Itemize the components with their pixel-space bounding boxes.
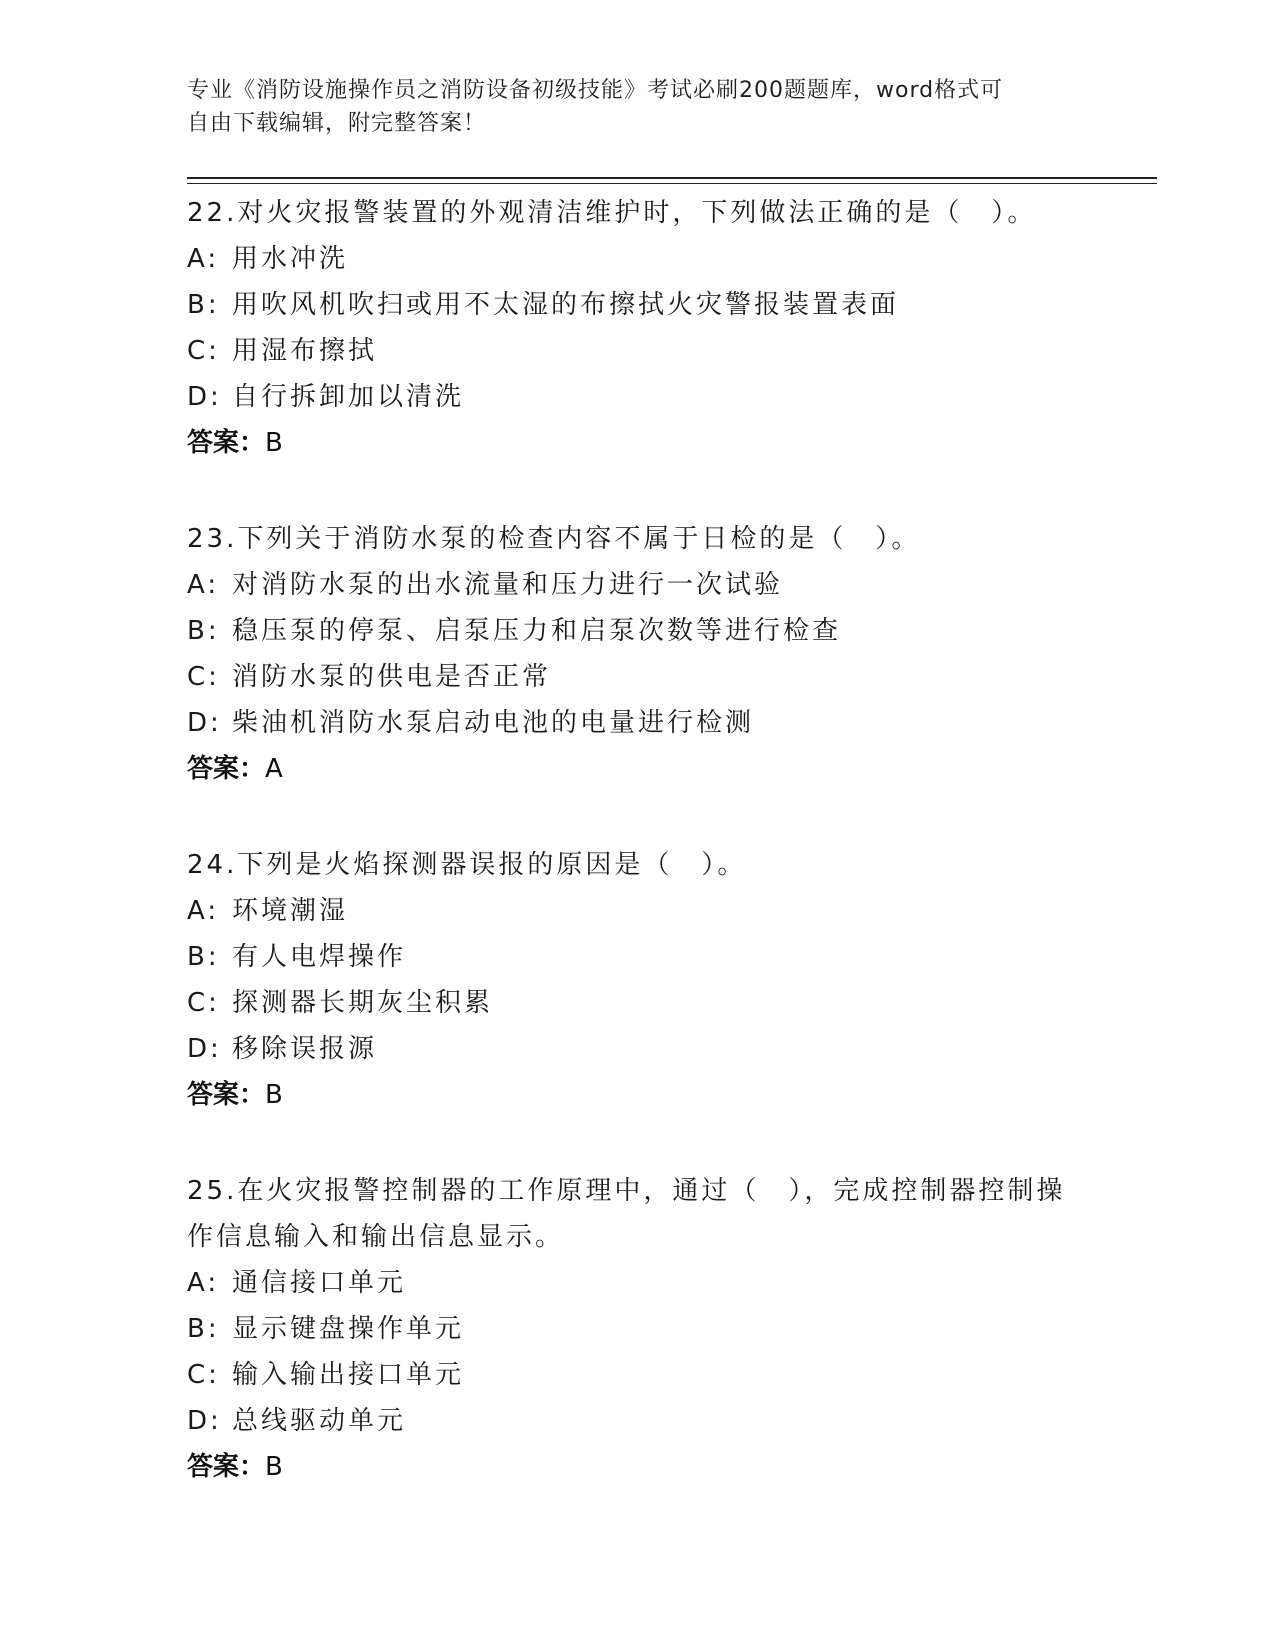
answer bbox=[187, 746, 1087, 792]
option-text: 对消防水泵的出水流量和压力进行一次试验 bbox=[232, 570, 784, 600]
answer bbox=[187, 1072, 1087, 1118]
question-stem bbox=[187, 516, 1087, 562]
option-key: C: bbox=[187, 988, 220, 1018]
answer-label: 答案： bbox=[187, 754, 266, 784]
option-text: 用吹风机吹扫或用不太湿的布擦拭火灾警报装置表面 bbox=[232, 290, 900, 320]
header-line-2: 自由下载编辑，附完整答案！ bbox=[187, 111, 487, 136]
question-25 bbox=[187, 1168, 1087, 1490]
answer bbox=[187, 1444, 1087, 1490]
option-text: 通信接口单元 bbox=[232, 1268, 407, 1298]
option-key: A: bbox=[187, 896, 220, 926]
option-key: A: bbox=[187, 570, 220, 600]
option-key: D: bbox=[187, 1034, 222, 1064]
option-text: 用湿布擦拭 bbox=[232, 336, 378, 366]
option-text: 有人电焊操作 bbox=[232, 942, 407, 972]
option-key: D: bbox=[187, 708, 222, 738]
question-stem-line: 24.下列是火焰探测器误报的原因是（ ）。 bbox=[187, 850, 747, 880]
option-a bbox=[187, 562, 1087, 608]
answer-value: B bbox=[265, 428, 283, 458]
option-text: 柴油机消防水泵启动电池的电量进行检测 bbox=[232, 708, 755, 738]
option-key: D: bbox=[187, 382, 222, 412]
option-d bbox=[187, 374, 1087, 420]
option-d bbox=[187, 1026, 1087, 1072]
option-c bbox=[187, 980, 1087, 1026]
option-c bbox=[187, 1352, 1087, 1398]
question-stem-line: 作信息输入和输出信息显示。 bbox=[187, 1222, 565, 1252]
option-text: 消防水泵的供电是否正常 bbox=[232, 662, 552, 692]
option-b bbox=[187, 608, 1087, 654]
option-key: B: bbox=[187, 616, 220, 646]
option-key: C: bbox=[187, 1360, 220, 1390]
answer-label: 答案： bbox=[187, 1452, 266, 1482]
answer-value: B bbox=[265, 1080, 283, 1110]
option-a bbox=[187, 1260, 1087, 1306]
option-text: 用水冲洗 bbox=[232, 244, 349, 274]
question-stem-line: 25.在火灾报警控制器的工作原理中，通过（ ），完成控制器控制操 bbox=[187, 1176, 1066, 1206]
question-24 bbox=[187, 842, 1087, 1118]
option-text: 输入输出接口单元 bbox=[232, 1360, 465, 1390]
option-a bbox=[187, 888, 1087, 934]
question-stem bbox=[187, 842, 1087, 888]
option-text: 稳压泵的停泵、启泵压力和启泵次数等进行检查 bbox=[232, 616, 842, 646]
option-text: 探测器长期灰尘积累 bbox=[232, 988, 494, 1018]
answer bbox=[187, 420, 1087, 466]
option-b bbox=[187, 934, 1087, 980]
option-key: A: bbox=[187, 1268, 220, 1298]
header-divider-thick bbox=[187, 177, 1157, 179]
answer-value: A bbox=[265, 754, 283, 784]
option-a bbox=[187, 236, 1087, 282]
option-text: 移除误报源 bbox=[232, 1034, 378, 1064]
option-key: B: bbox=[187, 942, 220, 972]
document-header bbox=[187, 74, 1077, 140]
option-b bbox=[187, 1306, 1087, 1352]
question-stem-line: 22.对火灾报警装置的外观清洁维护时，下列做法正确的是（ ）。 bbox=[187, 198, 1037, 228]
question-23 bbox=[187, 516, 1087, 792]
answer-label: 答案： bbox=[187, 1080, 266, 1110]
question-list bbox=[187, 190, 1087, 1540]
header-divider-thin bbox=[187, 183, 1157, 184]
option-text: 自行拆卸加以清洗 bbox=[232, 382, 465, 412]
option-c bbox=[187, 654, 1087, 700]
option-key: C: bbox=[187, 662, 220, 692]
option-text: 显示键盘操作单元 bbox=[232, 1314, 465, 1344]
option-text: 总线驱动单元 bbox=[232, 1406, 407, 1436]
option-d bbox=[187, 700, 1087, 746]
question-stem bbox=[187, 1168, 1087, 1260]
answer-value: B bbox=[265, 1452, 283, 1482]
header-line-1: 专业《消防设施操作员之消防设备初级技能》考试必刷200题题库，word格式可 bbox=[187, 78, 1004, 103]
option-key: B: bbox=[187, 1314, 220, 1344]
option-d bbox=[187, 1398, 1087, 1444]
question-stem-line: 23.下列关于消防水泵的检查内容不属于日检的是（ ）。 bbox=[187, 524, 921, 554]
question-stem bbox=[187, 190, 1087, 236]
answer-label: 答案： bbox=[187, 428, 266, 458]
option-text: 环境潮湿 bbox=[232, 896, 349, 926]
option-b bbox=[187, 282, 1087, 328]
question-22 bbox=[187, 190, 1087, 466]
option-key: C: bbox=[187, 336, 220, 366]
option-c bbox=[187, 328, 1087, 374]
option-key: B: bbox=[187, 290, 220, 320]
option-key: A: bbox=[187, 244, 220, 274]
option-key: D: bbox=[187, 1406, 222, 1436]
